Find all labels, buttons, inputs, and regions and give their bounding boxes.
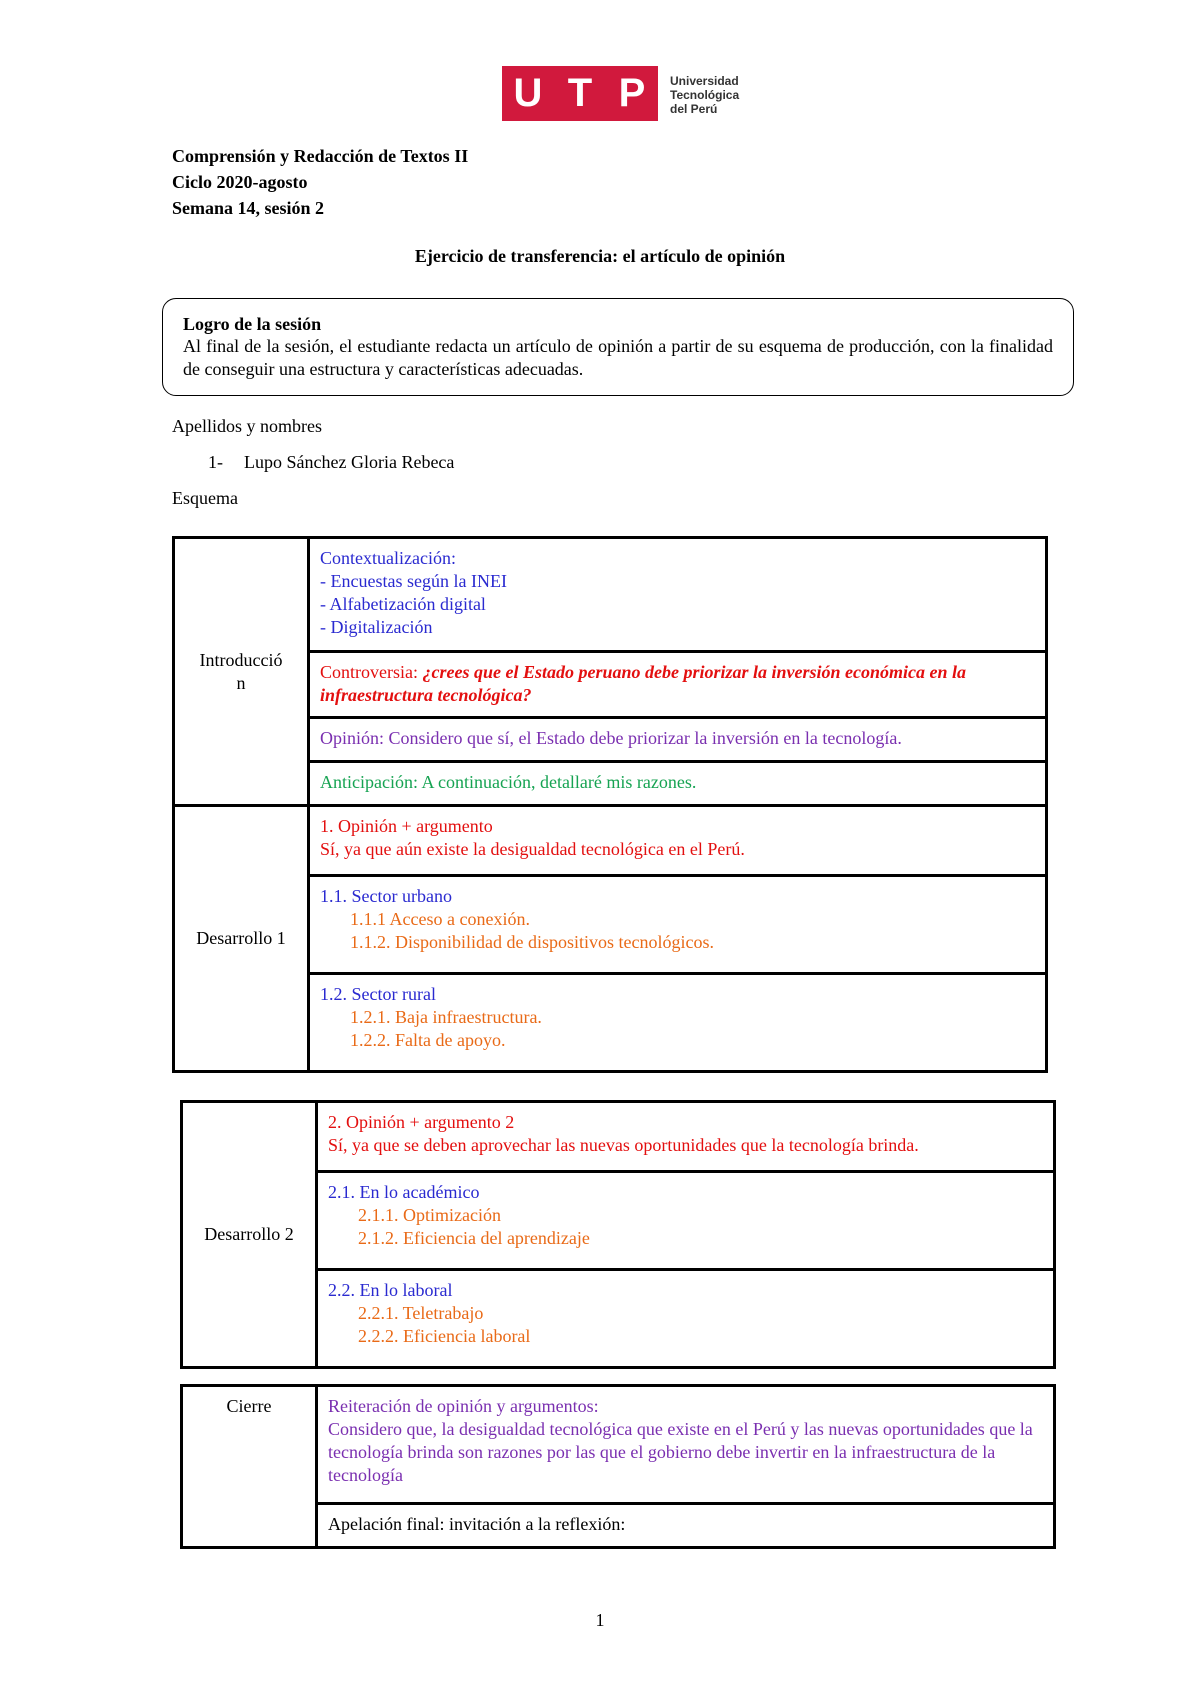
dev1-argument-cell: 1. Opinión + argumento Sí, ya que aún existe la desigualdad tecnológica en el Perú. — [309, 806, 1047, 876]
dev1-urban-cell: 1.1. Sector urbano 1.1.1 Acceso a conexión. 1.1.2. Disponibilidad de dispositivos tecnológicos. — [309, 876, 1047, 974]
session-goal-heading: Logro de la sesión — [183, 314, 322, 334]
anticipation-cell: Anticipación: A continuación, detallaré mis razones. — [309, 762, 1047, 806]
page-number: 1 — [595, 1610, 605, 1630]
student-number: 1- — [208, 452, 223, 472]
reiteration-cell: Reiteración de opinión y argumentos: Considero que, la desigualdad tecnológica que existe en el Perú y las nuevas oportunidades que la tecnología brinda son razones por las que el gobierno debe invertir en la infraestructura de la tecnología — [317, 1386, 1055, 1504]
course-name: Comprensión y Redacción de Textos II — [172, 146, 469, 166]
page-title: Ejercicio de transferencia: el artículo de opinión — [414, 246, 786, 266]
controversy-cell: Controversia: ¿crees que el Estado peruano debe priorizar la inversión económica en la infraestructura tecnológica? — [309, 652, 1047, 718]
schema-label: Esquema — [172, 488, 238, 508]
logo-letter-u: U — [513, 71, 543, 115]
contextualization-cell: Contextualización: - Encuestas según la INEI - Alfabetización digital - Digitalización — [309, 538, 1047, 652]
student-name: Lupo Sánchez Gloria Rebeca — [244, 452, 455, 472]
dev2-labor-cell: 2.2. En lo laboral 2.2.1. Teletrabajo 2.2.2. Eficiencia laboral — [317, 1270, 1055, 1368]
week-session: Semana 14, sesión 2 — [172, 198, 325, 218]
opinion-cell: Opinión: Considero que sí, el Estado debe priorizar la inversión en la tecnología. — [309, 718, 1047, 762]
utp-logo-mark — [502, 66, 658, 121]
cycle: Ciclo 2020-agosto — [172, 172, 308, 192]
final-appeal-cell: Apelación final: invitación a la reflexión: — [317, 1504, 1055, 1548]
dev2-argument-cell: 2. Opinión + argumento 2 Sí, ya que se deben aprovechar las nuevas oportunidades que la tecnología brinda. — [317, 1102, 1055, 1172]
logo-letter-t: T — [567, 71, 593, 115]
schema-table-2 — [180, 1100, 1056, 1369]
logo-letter-p: P — [618, 71, 646, 115]
intro-label: Introducció n — [174, 538, 309, 806]
student-label: Apellidos y nombres — [172, 416, 322, 436]
session-goal-box — [162, 298, 1074, 396]
schema-table-3 — [180, 1384, 1056, 1549]
dev2-academic-cell: 2.1. En lo académico 2.1.1. Optimización 2.1.2. Eficiencia del aprendizaje — [317, 1172, 1055, 1270]
university-name: Universidad Tecnológica del Perú — [670, 74, 740, 116]
schema-table-1 — [172, 536, 1048, 1073]
session-goal-text: Al final de la sesión, el estudiante redacta un artículo de opinión a partir de su esquema de producción, con la finalidad de conseguir una estructura y características adecuadas. — [183, 336, 1053, 379]
dev1-rural-cell: 1.2. Sector rural 1.2.1. Baja infraestructura. 1.2.2. Falta de apoyo. — [309, 974, 1047, 1072]
development-2-label: Desarrollo 2 — [182, 1102, 317, 1368]
closing-label: Cierre — [182, 1386, 317, 1548]
development-1-label: Desarrollo 1 — [174, 806, 309, 1072]
utp-logo — [502, 66, 742, 126]
